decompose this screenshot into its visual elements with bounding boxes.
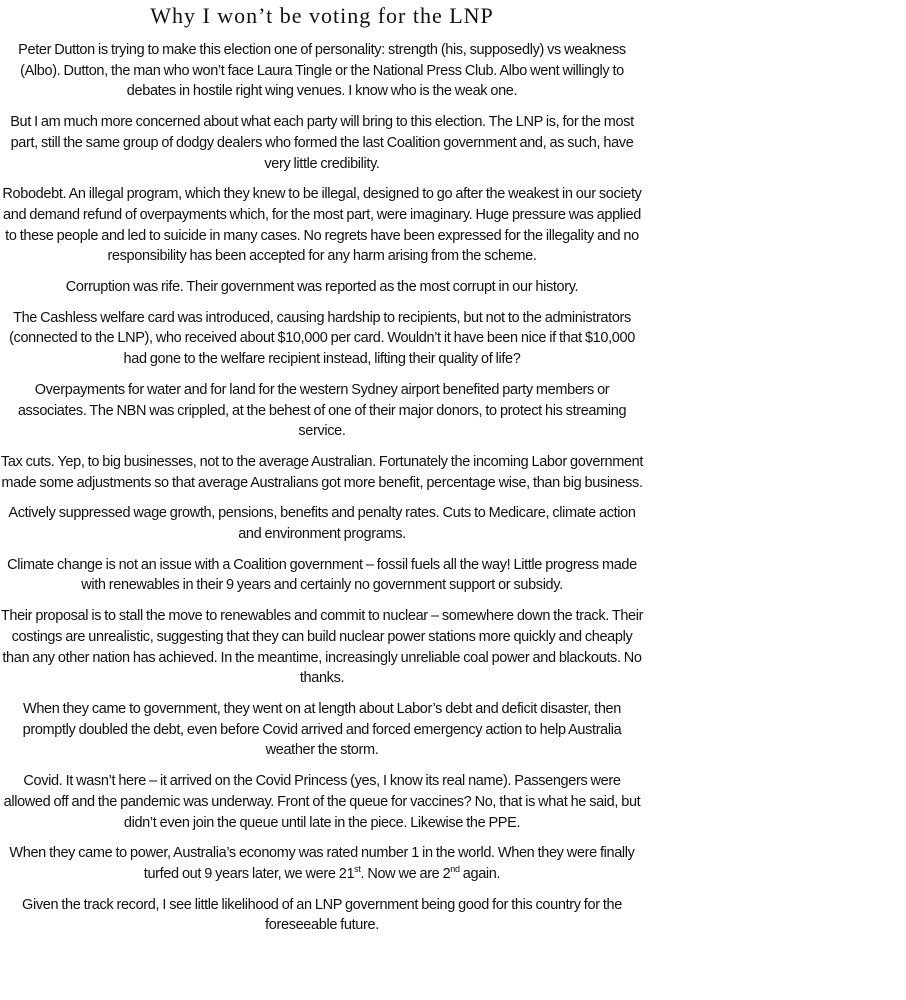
paragraph-economy [0,843,644,884]
paragraph-nuclear: Their proposal is to stall the move to renewables and commit to nuclear – somewhere down the track. Their costings are unrealistic, suggesting that they can build nuclear power stations more quickly and cheaply than any other nation has achieved. In the meantime, increasingly unreliable coal power and blackouts. No thanks. [0,608,644,687]
paragraph-credibility: But I am much more concerned about what each party will bring to this election. The LNP is, for the most part, still the same group of dodgy dealers who formed the last Coalition government and, as such, have very little credibility. [10,114,634,172]
paragraph-covid: Covid. It wasn’t here – it arrived on the Covid Princess (yes, I know its real name). Passengers were allowed off and the pandemic was underway. Front of the queue for vaccines? No, that is what he said, but didn’t even join the queue until late in the piece. Likewise the PPE. [3,773,641,831]
economy-text-3: again. [459,865,501,882]
paragraph-overpayments: Overpayments for water and for land for the western Sydney airport benefited party members or associates. The NBN was crippled, at the behest of one of their major donors, to protect his streaming service. [17,381,627,440]
economy-sup-2: nd [450,864,460,875]
letter-body [0,40,644,936]
paragraph-cashless-card: The Cashless welfare card was introduced, causing hardship to recipients, but not to the administrators (connected to the LNP), who received about $10,000 per card. Wouldn’t it have been nice if that $10,000 had gone to the welfare recipient instead, lifting their quality of life? [9,309,635,368]
paragraph-debt: When they came to government, they went on at length about Labor’s debt and deficit disaster, then promptly doubled the debt, even before Covid arrived and forced emergency action to help Australia weather the storm. [22,700,622,759]
paragraph-tax-cuts: Tax cuts. Yep, to big businesses, not to the average Australian. Fortunately the incoming Labor government made some adjustments so that average Australians got more benefit, percentage wise, than big business. [0,453,644,491]
economy-text-2: . Now we are 2 [360,865,451,882]
paragraph-corruption: Corruption was rife. Their government was reported as the most corrupt in our history. [65,279,579,296]
economy-text-1: When they came to power, Australia’s economy was rated number 1 in the world. When they were finally turfed out 9 years later, we were 21 [9,845,635,882]
paragraph-wage-growth: Actively suppressed wage growth, pensions, benefits and penalty rates. Cuts to Medicare, climate action and environment programs. [8,505,636,543]
letter-title: Why I won’t be voting for the LNP [150,3,494,28]
paragraph-personality: Peter Dutton is trying to make this election one of personality: strength (his, supposedly) vs weakness (Albo). Dutton, the man who won’t face Laura Tingle or the National Press Club. Albo went willingly to debates in hostile right wing venues. I know who is the weak one. [18,42,626,100]
paragraph-climate-change: Climate change is not an issue with a Coalition government – fossil fuels all the way! Little progress made with renewables in their 9 years and certainly no government support or subsidy. [7,556,637,594]
paragraph-closing: Given the track record, I see little likelihood of an LNP government being good for this country for the foreseeable future. [22,896,622,934]
economy-sup-1: st [354,864,361,875]
paragraph-robodebt: Robodebt. An illegal program, which they knew to be illegal, designed to go after the weakest in our society and demand refund of overpayments which, for the most part, were imaginary. Huge pressure was applied to these people and led to suicide in many cases. No regrets have been expressed for the illegality and no responsibility has been accepted for any harm arising from the scheme. [2,186,642,265]
